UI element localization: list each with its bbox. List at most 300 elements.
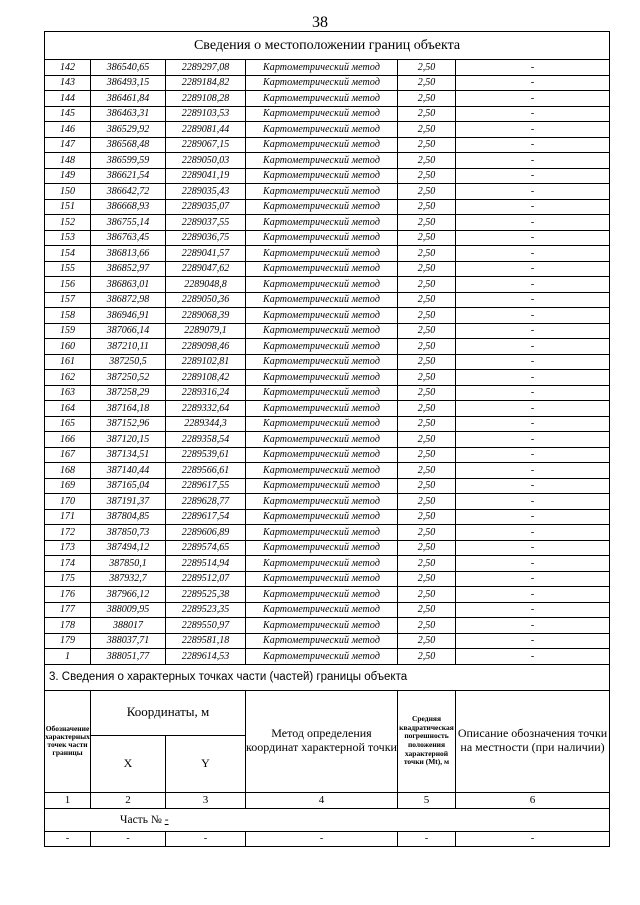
- col-number: 3: [166, 792, 246, 808]
- coord-y-cell: 2289523,35: [166, 602, 246, 618]
- table-row: [45, 184, 610, 200]
- table-row: [45, 401, 610, 417]
- col-number: 5: [398, 792, 456, 808]
- coord-x-cell: 387250,52: [91, 370, 166, 386]
- coord-y-cell: 2289036,75: [166, 230, 246, 246]
- point-number-cell: 176: [45, 587, 91, 603]
- table-row: [45, 370, 610, 386]
- table-row: [45, 587, 610, 603]
- coord-x-cell: 386599,59: [91, 153, 166, 169]
- coord-x-cell: 386872,98: [91, 292, 166, 308]
- coord-x-cell: 388037,71: [91, 633, 166, 649]
- point-number-cell: 167: [45, 447, 91, 463]
- point-number-cell: 170: [45, 494, 91, 510]
- table-row: [45, 91, 610, 107]
- point-number-cell: 157: [45, 292, 91, 308]
- coord-y-cell: 2289514,94: [166, 556, 246, 572]
- point-number-cell: 160: [45, 339, 91, 355]
- table-row: [45, 354, 610, 370]
- mean-error-cell: 2,50: [398, 649, 456, 665]
- method-cell: Картометрический метод: [246, 323, 398, 339]
- coord-x-cell: 387804,85: [91, 509, 166, 525]
- description-cell: -: [456, 416, 610, 432]
- description-cell: -: [456, 277, 610, 293]
- table-row: [45, 432, 610, 448]
- point-number-cell: 175: [45, 571, 91, 587]
- coord-y-cell: 2289614,53: [166, 649, 246, 665]
- coord-x-cell: 386463,31: [91, 106, 166, 122]
- table-row: [45, 447, 610, 463]
- description-cell: -: [456, 168, 610, 184]
- coord-y-cell: 2289050,03: [166, 153, 246, 169]
- header-method: Метод определения координат характерной точки: [246, 690, 398, 792]
- description-cell: -: [456, 308, 610, 324]
- method-cell: Картометрический метод: [246, 246, 398, 262]
- coord-x-cell: 386461,84: [91, 91, 166, 107]
- point-number-cell: 153: [45, 230, 91, 246]
- description-cell: -: [456, 478, 610, 494]
- description-cell: -: [456, 463, 610, 479]
- coord-y-cell: 2289067,15: [166, 137, 246, 153]
- coord-y-cell: 2289606,89: [166, 525, 246, 541]
- method-cell: Картометрический метод: [246, 509, 398, 525]
- coord-x-cell: 386863,01: [91, 277, 166, 293]
- table-row: [45, 525, 610, 541]
- description-cell: -: [456, 556, 610, 572]
- coord-x-cell: 386763,45: [91, 230, 166, 246]
- coord-x-cell: 387191,37: [91, 494, 166, 510]
- section3-title: 3. Сведения о характерных точках части (частей) границы объекта: [45, 664, 610, 690]
- section-title: Сведения о местоположении границ объекта: [45, 32, 610, 60]
- coord-x-cell: 387120,15: [91, 432, 166, 448]
- coord-y-cell: 2289041,19: [166, 168, 246, 184]
- table-row: [45, 122, 610, 138]
- mean-error-cell: 2,50: [398, 292, 456, 308]
- table-row: [45, 292, 610, 308]
- method-cell: Картометрический метод: [246, 525, 398, 541]
- table-row: [45, 494, 610, 510]
- mean-error-cell: 2,50: [398, 416, 456, 432]
- coord-y-cell: 2289108,42: [166, 370, 246, 386]
- col-number: 2: [91, 792, 166, 808]
- mean-error-cell: 2,50: [398, 494, 456, 510]
- method-cell: Картометрический метод: [246, 230, 398, 246]
- coord-x-cell: 387494,12: [91, 540, 166, 556]
- description-cell: -: [456, 649, 610, 665]
- mean-error-cell: 2,50: [398, 230, 456, 246]
- method-cell: Картометрический метод: [246, 168, 398, 184]
- coord-x-cell: 387250,5: [91, 354, 166, 370]
- description-cell: -: [456, 540, 610, 556]
- method-cell: Картометрический метод: [246, 556, 398, 572]
- mean-error-cell: 2,50: [398, 385, 456, 401]
- point-number-cell: 143: [45, 75, 91, 91]
- table-row: [45, 137, 610, 153]
- coord-y-cell: 2289316,24: [166, 385, 246, 401]
- coord-y-cell: 2289525,38: [166, 587, 246, 603]
- point-number-cell: 171: [45, 509, 91, 525]
- point-number-cell: 147: [45, 137, 91, 153]
- coord-y-cell: 2289512,07: [166, 571, 246, 587]
- description-cell: -: [456, 106, 610, 122]
- mean-error-cell: 2,50: [398, 184, 456, 200]
- col-number: 4: [246, 792, 398, 808]
- coord-y-cell: 2289539,61: [166, 447, 246, 463]
- method-cell: Картометрический метод: [246, 60, 398, 76]
- coord-y-cell: 2289079,1: [166, 323, 246, 339]
- empty-cell: -: [246, 831, 398, 846]
- method-cell: Картометрический метод: [246, 494, 398, 510]
- method-cell: Картометрический метод: [246, 75, 398, 91]
- empty-cell: -: [398, 831, 456, 846]
- method-cell: Картометрический метод: [246, 618, 398, 634]
- point-number-cell: 158: [45, 308, 91, 324]
- description-cell: -: [456, 323, 610, 339]
- coord-y-cell: 2289617,54: [166, 509, 246, 525]
- table-row: [45, 602, 610, 618]
- method-cell: Картометрический метод: [246, 432, 398, 448]
- coord-y-cell: 2289332,64: [166, 401, 246, 417]
- header-point-designation: Обозначение характерных точек части границы: [45, 690, 91, 792]
- point-number-cell: 166: [45, 432, 91, 448]
- description-cell: -: [456, 184, 610, 200]
- point-number-cell: 179: [45, 633, 91, 649]
- coord-y-cell: 2289344,3: [166, 416, 246, 432]
- table-row: [45, 478, 610, 494]
- empty-cell: -: [91, 831, 166, 846]
- method-cell: Картометрический метод: [246, 649, 398, 665]
- section3-table: [44, 664, 610, 847]
- coord-y-cell: 2289108,28: [166, 91, 246, 107]
- point-number-cell: 164: [45, 401, 91, 417]
- coord-x-cell: 387134,51: [91, 447, 166, 463]
- coord-x-cell: 388009,95: [91, 602, 166, 618]
- method-cell: Картометрический метод: [246, 587, 398, 603]
- document-table-frame: [44, 31, 609, 847]
- mean-error-cell: 2,50: [398, 75, 456, 91]
- description-cell: -: [456, 494, 610, 510]
- method-cell: Картометрический метод: [246, 416, 398, 432]
- method-cell: Картометрический метод: [246, 261, 398, 277]
- coord-x-cell: 386946,91: [91, 308, 166, 324]
- point-number-cell: 154: [45, 246, 91, 262]
- mean-error-cell: 2,50: [398, 401, 456, 417]
- coord-x-cell: 388017: [91, 618, 166, 634]
- point-number-cell: 155: [45, 261, 91, 277]
- coord-y-cell: 2289297,08: [166, 60, 246, 76]
- mean-error-cell: 2,50: [398, 354, 456, 370]
- method-cell: Картометрический метод: [246, 385, 398, 401]
- table-row: [45, 215, 610, 231]
- point-number-cell: 146: [45, 122, 91, 138]
- coord-x-cell: 386642,72: [91, 184, 166, 200]
- mean-error-cell: 2,50: [398, 199, 456, 215]
- table-row: [45, 308, 610, 324]
- coord-x-cell: 387140,44: [91, 463, 166, 479]
- mean-error-cell: 2,50: [398, 370, 456, 386]
- coord-y-cell: 2289581,18: [166, 633, 246, 649]
- table-row: [45, 509, 610, 525]
- empty-cell: -: [456, 831, 610, 846]
- coord-x-cell: 387258,29: [91, 385, 166, 401]
- mean-error-cell: 2,50: [398, 122, 456, 138]
- coord-y-cell: 2289050,36: [166, 292, 246, 308]
- table-row: [45, 618, 610, 634]
- coord-y-cell: 2289035,07: [166, 199, 246, 215]
- description-cell: -: [456, 153, 610, 169]
- coord-x-cell: 386755,14: [91, 215, 166, 231]
- method-cell: Картометрический метод: [246, 308, 398, 324]
- point-number-cell: 152: [45, 215, 91, 231]
- point-number-cell: 150: [45, 184, 91, 200]
- mean-error-cell: 2,50: [398, 602, 456, 618]
- coord-y-cell: 2289103,53: [166, 106, 246, 122]
- mean-error-cell: 2,50: [398, 463, 456, 479]
- method-cell: Картометрический метод: [246, 122, 398, 138]
- header-x: X: [91, 735, 166, 792]
- coord-y-cell: 2289184,82: [166, 75, 246, 91]
- mean-error-cell: 2,50: [398, 91, 456, 107]
- mean-error-cell: 2,50: [398, 571, 456, 587]
- method-cell: Картометрический метод: [246, 153, 398, 169]
- mean-error-cell: 2,50: [398, 525, 456, 541]
- mean-error-cell: 2,50: [398, 168, 456, 184]
- table-row: [45, 199, 610, 215]
- coord-x-cell: 387165,04: [91, 478, 166, 494]
- point-number-cell: 177: [45, 602, 91, 618]
- table-row: [45, 230, 610, 246]
- table-row: [45, 463, 610, 479]
- mean-error-cell: 2,50: [398, 246, 456, 262]
- method-cell: Картометрический метод: [246, 215, 398, 231]
- description-cell: -: [456, 602, 610, 618]
- description-cell: -: [456, 401, 610, 417]
- part-value: -: [164, 813, 169, 826]
- description-cell: -: [456, 370, 610, 386]
- point-number-cell: 1: [45, 649, 91, 665]
- col-number: 1: [45, 792, 91, 808]
- description-cell: -: [456, 199, 610, 215]
- method-cell: Картометрический метод: [246, 463, 398, 479]
- description-cell: -: [456, 122, 610, 138]
- coord-x-cell: 386493,15: [91, 75, 166, 91]
- description-cell: -: [456, 447, 610, 463]
- method-cell: Картометрический метод: [246, 370, 398, 386]
- point-number-cell: 145: [45, 106, 91, 122]
- coord-x-cell: 386813,66: [91, 246, 166, 262]
- coord-y-cell: 2289037,55: [166, 215, 246, 231]
- method-cell: Картометрический метод: [246, 478, 398, 494]
- description-cell: -: [456, 339, 610, 355]
- col-number: 6: [456, 792, 610, 808]
- point-number-cell: 169: [45, 478, 91, 494]
- coord-y-cell: 2289048,8: [166, 277, 246, 293]
- method-cell: Картометрический метод: [246, 540, 398, 556]
- coord-x-cell: 386668,93: [91, 199, 166, 215]
- description-cell: -: [456, 618, 610, 634]
- coord-y-cell: 2289566,61: [166, 463, 246, 479]
- coord-x-cell: 386529,92: [91, 122, 166, 138]
- table-row: [45, 556, 610, 572]
- point-number-cell: 172: [45, 525, 91, 541]
- point-number-cell: 149: [45, 168, 91, 184]
- description-cell: -: [456, 509, 610, 525]
- header-mean-error: Средняя квадратическая погрешность положения характерной точки (Mt), м: [398, 690, 456, 792]
- method-cell: Картометрический метод: [246, 602, 398, 618]
- point-number-cell: 178: [45, 618, 91, 634]
- coord-x-cell: 387152,96: [91, 416, 166, 432]
- description-cell: -: [456, 633, 610, 649]
- coord-x-cell: 386540,65: [91, 60, 166, 76]
- empty-cell: -: [166, 831, 246, 846]
- coord-y-cell: 2289617,55: [166, 478, 246, 494]
- method-cell: Картометрический метод: [246, 401, 398, 417]
- coord-x-cell: 387210,11: [91, 339, 166, 355]
- description-cell: -: [456, 292, 610, 308]
- table-row: [45, 60, 610, 76]
- coord-y-cell: 2289081,44: [166, 122, 246, 138]
- point-number-cell: 174: [45, 556, 91, 572]
- coord-y-cell: 2289574,65: [166, 540, 246, 556]
- coord-y-cell: 2289102,81: [166, 354, 246, 370]
- mean-error-cell: 2,50: [398, 215, 456, 231]
- header-coordinates: Координаты, м: [91, 690, 246, 735]
- table-row: [45, 633, 610, 649]
- method-cell: Картометрический метод: [246, 106, 398, 122]
- table-row: [45, 153, 610, 169]
- coord-x-cell: 386568,48: [91, 137, 166, 153]
- coord-x-cell: 387850,1: [91, 556, 166, 572]
- page-number: 38: [312, 14, 328, 31]
- point-number-cell: 163: [45, 385, 91, 401]
- mean-error-cell: 2,50: [398, 633, 456, 649]
- mean-error-cell: 2,50: [398, 308, 456, 324]
- point-number-cell: 144: [45, 91, 91, 107]
- point-number-cell: 162: [45, 370, 91, 386]
- coord-x-cell: 386852,97: [91, 261, 166, 277]
- coord-y-cell: 2289550,97: [166, 618, 246, 634]
- description-cell: -: [456, 75, 610, 91]
- point-number-cell: 159: [45, 323, 91, 339]
- point-number-cell: 151: [45, 199, 91, 215]
- method-cell: Картометрический метод: [246, 339, 398, 355]
- boundary-table: [44, 31, 610, 665]
- method-cell: Картометрический метод: [246, 137, 398, 153]
- description-cell: -: [456, 571, 610, 587]
- mean-error-cell: 2,50: [398, 618, 456, 634]
- method-cell: Картометрический метод: [246, 184, 398, 200]
- table-row: [45, 168, 610, 184]
- empty-cell: -: [45, 831, 91, 846]
- method-cell: Картометрический метод: [246, 277, 398, 293]
- mean-error-cell: 2,50: [398, 261, 456, 277]
- point-number-cell: 156: [45, 277, 91, 293]
- mean-error-cell: 2,50: [398, 106, 456, 122]
- mean-error-cell: 2,50: [398, 432, 456, 448]
- coord-y-cell: 2289358,54: [166, 432, 246, 448]
- table-row: [45, 649, 610, 665]
- mean-error-cell: 2,50: [398, 447, 456, 463]
- table-row: [45, 416, 610, 432]
- table-row: [45, 261, 610, 277]
- point-number-cell: 168: [45, 463, 91, 479]
- mean-error-cell: 2,50: [398, 137, 456, 153]
- coord-x-cell: 387932,7: [91, 571, 166, 587]
- mean-error-cell: 2,50: [398, 339, 456, 355]
- table-row: [45, 571, 610, 587]
- mean-error-cell: 2,50: [398, 153, 456, 169]
- coord-x-cell: 386621,54: [91, 168, 166, 184]
- table-row: [45, 540, 610, 556]
- coord-y-cell: 2289098,46: [166, 339, 246, 355]
- mean-error-cell: 2,50: [398, 60, 456, 76]
- description-cell: -: [456, 354, 610, 370]
- table-row: [45, 75, 610, 91]
- table-row: [45, 246, 610, 262]
- coord-x-cell: 387850,73: [91, 525, 166, 541]
- description-cell: -: [456, 215, 610, 231]
- part-label: Часть №: [120, 813, 162, 826]
- coord-y-cell: 2289047,62: [166, 261, 246, 277]
- point-number-cell: 165: [45, 416, 91, 432]
- mean-error-cell: 2,50: [398, 509, 456, 525]
- point-number-cell: 148: [45, 153, 91, 169]
- coord-x-cell: 387966,12: [91, 587, 166, 603]
- coord-y-cell: 2289628,77: [166, 494, 246, 510]
- point-number-cell: 161: [45, 354, 91, 370]
- description-cell: -: [456, 91, 610, 107]
- coord-x-cell: 387066,14: [91, 323, 166, 339]
- header-description: Описание обозначения точки на местности (при наличии): [456, 690, 610, 792]
- table-row: [45, 277, 610, 293]
- description-cell: -: [456, 385, 610, 401]
- coord-x-cell: 387164,18: [91, 401, 166, 417]
- mean-error-cell: 2,50: [398, 323, 456, 339]
- coord-x-cell: 388051,77: [91, 649, 166, 665]
- description-cell: -: [456, 230, 610, 246]
- method-cell: Картометрический метод: [246, 571, 398, 587]
- description-cell: -: [456, 525, 610, 541]
- coord-y-cell: 2289035,43: [166, 184, 246, 200]
- mean-error-cell: 2,50: [398, 540, 456, 556]
- table-row: [45, 339, 610, 355]
- description-cell: -: [456, 60, 610, 76]
- method-cell: Картометрический метод: [246, 292, 398, 308]
- method-cell: Картометрический метод: [246, 91, 398, 107]
- description-cell: -: [456, 432, 610, 448]
- description-cell: -: [456, 246, 610, 262]
- table-row: [45, 323, 610, 339]
- table-row: [45, 106, 610, 122]
- table-row: [45, 385, 610, 401]
- mean-error-cell: 2,50: [398, 587, 456, 603]
- method-cell: Картометрический метод: [246, 199, 398, 215]
- coord-y-cell: 2289041,57: [166, 246, 246, 262]
- coord-y-cell: 2289068,39: [166, 308, 246, 324]
- part-label-row: [45, 808, 610, 831]
- mean-error-cell: 2,50: [398, 478, 456, 494]
- method-cell: Картометрический метод: [246, 354, 398, 370]
- method-cell: Картометрический метод: [246, 633, 398, 649]
- mean-error-cell: 2,50: [398, 277, 456, 293]
- header-y: Y: [166, 735, 246, 792]
- description-cell: -: [456, 587, 610, 603]
- description-cell: -: [456, 261, 610, 277]
- point-number-cell: 142: [45, 60, 91, 76]
- method-cell: Картометрический метод: [246, 447, 398, 463]
- description-cell: -: [456, 137, 610, 153]
- mean-error-cell: 2,50: [398, 556, 456, 572]
